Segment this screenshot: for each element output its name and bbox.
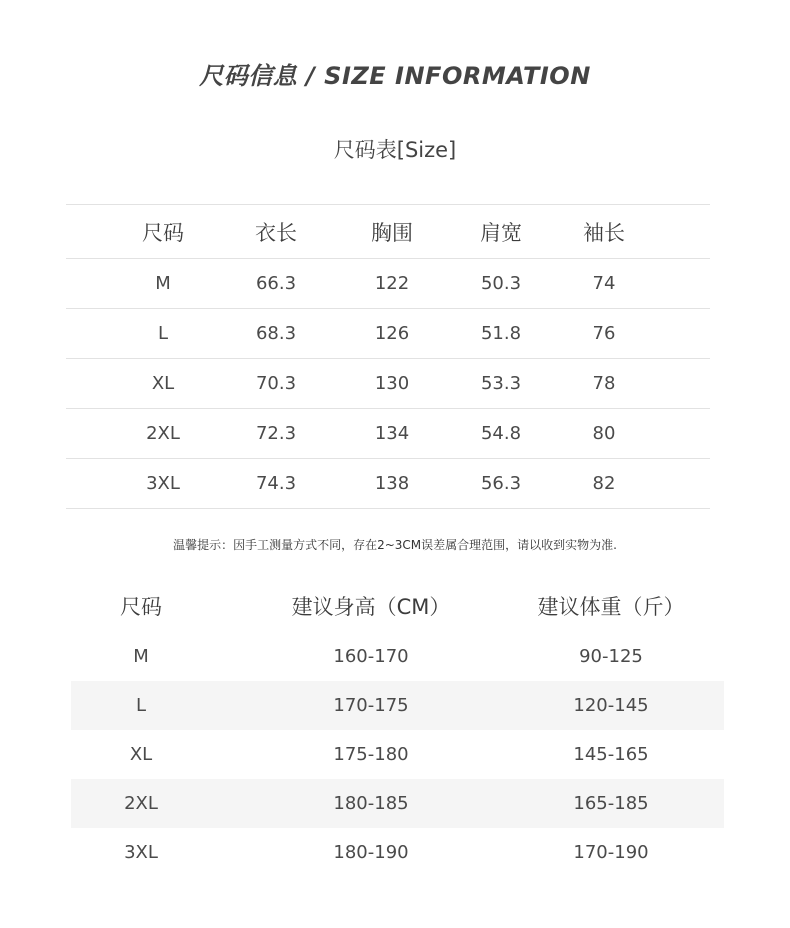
header-weight: 建议体重（斤） xyxy=(537,595,685,619)
table-row xyxy=(66,409,710,459)
cell-size: M xyxy=(155,273,171,294)
header-size: 尺码 xyxy=(142,220,184,245)
cell-sleeve: 80 xyxy=(592,423,616,444)
table-row xyxy=(66,309,710,359)
cell-height: 175-180 xyxy=(333,744,409,765)
header-size: 尺码 xyxy=(120,595,162,619)
cell-size: 2XL xyxy=(146,423,180,444)
cell-weight: 90-125 xyxy=(579,646,643,667)
cell-size: L xyxy=(135,695,147,716)
recommendation-header-row xyxy=(71,580,724,632)
recommendation-table xyxy=(71,580,724,877)
cell-length: 70.3 xyxy=(255,373,297,394)
cell-sleeve: 74 xyxy=(592,273,616,294)
cell-shoulder: 50.3 xyxy=(480,273,522,294)
cell-shoulder: 54.8 xyxy=(480,423,522,444)
cell-shoulder: 53.3 xyxy=(480,373,522,394)
cell-size: XL xyxy=(151,373,175,394)
cell-length: 68.3 xyxy=(255,323,297,344)
cell-size: M xyxy=(133,646,149,667)
cell-height: 160-170 xyxy=(333,646,409,667)
cell-height: 180-185 xyxy=(333,793,409,814)
table-row xyxy=(66,359,710,409)
cell-size: L xyxy=(157,323,169,344)
header-length: 衣长 xyxy=(255,220,297,245)
cell-weight: 165-185 xyxy=(573,793,649,814)
table-row xyxy=(66,459,710,509)
table-row xyxy=(71,828,724,877)
cell-height: 170-175 xyxy=(333,695,409,716)
cell-chest: 126 xyxy=(374,323,410,344)
cell-sleeve: 82 xyxy=(592,473,616,494)
cell-size: XL xyxy=(129,744,153,765)
size-chart-subtitle: 尺码表[Size] xyxy=(333,138,457,162)
table-row xyxy=(66,259,710,309)
cell-size: 3XL xyxy=(124,842,158,863)
cell-weight: 145-165 xyxy=(573,744,649,765)
cell-length: 66.3 xyxy=(255,273,297,294)
table-row xyxy=(71,730,724,779)
size-chart-header-row xyxy=(66,205,710,259)
header-shoulder: 肩宽 xyxy=(480,220,522,245)
cell-size: 3XL xyxy=(146,473,180,494)
header-chest: 胸围 xyxy=(371,220,413,245)
header-height: 建议身高（CM） xyxy=(291,595,451,619)
cell-length: 72.3 xyxy=(255,423,297,444)
cell-chest: 122 xyxy=(374,273,410,294)
cell-height: 180-190 xyxy=(333,842,409,863)
header-sleeve: 袖长 xyxy=(583,220,625,245)
size-chart-table xyxy=(66,204,710,509)
cell-length: 74.3 xyxy=(255,473,297,494)
cell-chest: 138 xyxy=(374,473,410,494)
table-row xyxy=(71,632,724,681)
cell-chest: 130 xyxy=(374,373,410,394)
cell-chest: 134 xyxy=(374,423,410,444)
cell-size: 2XL xyxy=(124,793,158,814)
cell-weight: 170-190 xyxy=(573,842,649,863)
cell-weight: 120-145 xyxy=(573,695,649,716)
page-title: 尺码信息 / SIZE INFORMATION xyxy=(199,62,591,90)
cell-shoulder: 56.3 xyxy=(480,473,522,494)
cell-sleeve: 78 xyxy=(592,373,616,394)
table-row xyxy=(71,779,724,828)
measurement-note: 温馨提示：因手工测量方式不同，存在2~3CM误差属合理范围，请以收到实物为准. xyxy=(173,538,617,552)
cell-sleeve: 76 xyxy=(592,323,616,344)
table-row xyxy=(71,681,724,730)
cell-shoulder: 51.8 xyxy=(480,323,522,344)
